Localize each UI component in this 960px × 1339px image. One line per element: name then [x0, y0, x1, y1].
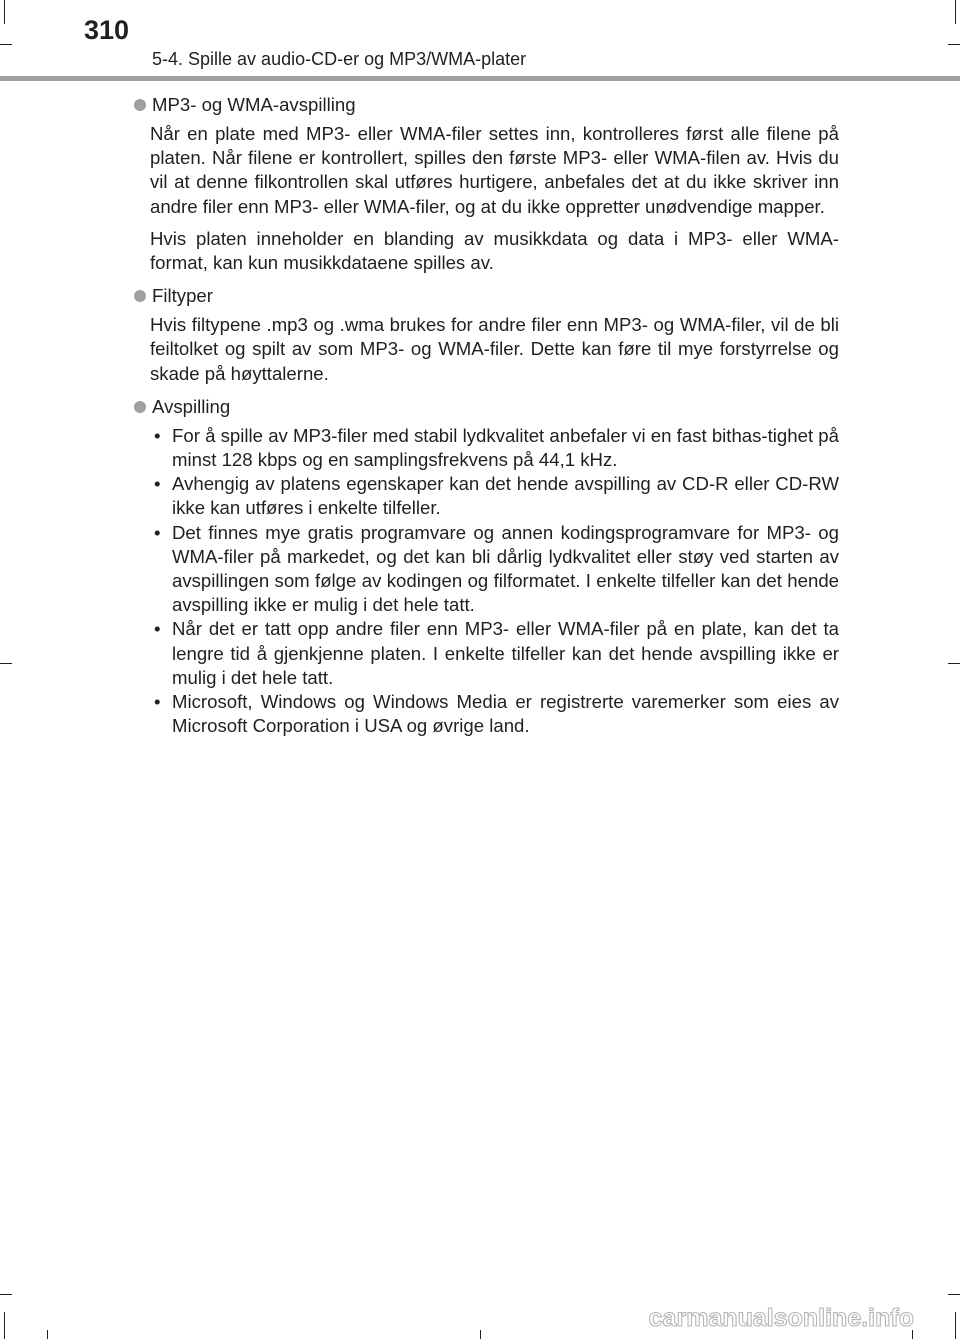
section-heading — [134, 394, 839, 420]
crop-mark — [4, 1312, 5, 1339]
crop-mark — [4, 0, 5, 24]
svg-text:carmanualsonline.info: carmanualsonline.info — [648, 1304, 914, 1332]
list-item — [150, 690, 839, 738]
section-title: MP3- og WMA-avspilling — [152, 93, 356, 115]
watermark-logo — [614, 1303, 914, 1333]
crop-mark — [948, 663, 960, 664]
list-item — [150, 521, 839, 618]
page-content — [134, 92, 839, 744]
crop-mark — [0, 1294, 12, 1295]
paragraph: Hvis filtypene .mp3 og .wma brukes for andre filer enn MP3- og WMA-filer, vil de bli feiltolket og spilt av som MP3- og WMA-filer. Dette kan føre til mye forstyrrelse og skade på høyttalerne. — [150, 314, 839, 384]
section-title: Filtyper — [152, 285, 213, 307]
section-file-types — [134, 283, 839, 386]
list-item-text: For å spille av MP3-filer med stabil lydkvalitet anbefaler vi en fast bithas-tighet på minst 128 kbps og en samplingsfrekvens på 44,1 kHz. — [172, 424, 839, 471]
crop-mark — [955, 1312, 956, 1339]
list-item — [150, 617, 839, 690]
crop-mark — [948, 1294, 960, 1295]
list-item-text: Avhengig av platens egenskaper kan det hende avspilling av CD-R eller CD-RW ikke kan utføres i enkelte tilfeller. — [172, 473, 839, 519]
crop-mark — [480, 1330, 481, 1339]
section-heading — [134, 283, 839, 309]
crop-mark — [0, 44, 12, 45]
bullet-circle-icon — [134, 99, 146, 111]
crop-mark — [948, 44, 960, 45]
section-playback — [134, 394, 839, 739]
bullet-list — [150, 424, 839, 739]
bullet-dot-icon: • — [154, 691, 161, 713]
bullet-dot-icon: • — [154, 473, 161, 495]
section-title: Avspilling — [152, 395, 231, 417]
section-heading — [134, 92, 839, 118]
bullet-circle-icon — [134, 401, 146, 413]
page-number: 310 — [84, 15, 130, 45]
list-item-text: Når det er tatt opp andre filer enn MP3- eller WMA-filer på en plate, kan det ta lengre tid å gjenkjenne platen. I enkelte tilfeller kan det hende avspilling ikke er mulig i det hele tatt. — [172, 618, 839, 688]
list-item — [150, 424, 839, 472]
bullet-dot-icon: • — [154, 424, 161, 446]
crop-mark — [955, 0, 956, 24]
list-item-text: Det finnes mye gratis programvare og annen kodingsprogramvare for MP3- og WMA-filer på markedet, og det kan bli dårlig lydkvalitet eller støy ved starten av avspillingen som følge av kodingen og filformatet. I enkelte tilfeller kan det hende avspilling ikke er mulig i det hele tatt. — [172, 521, 839, 616]
crop-mark — [0, 663, 12, 664]
bullet-circle-icon — [134, 290, 146, 302]
paragraph: Hvis platen inneholder en blanding av musikkdata og data i MP3- eller WMA-format, kan kun musikkdataene spilles av. — [150, 227, 839, 274]
list-item — [150, 472, 839, 520]
bullet-dot-icon: • — [154, 618, 161, 640]
bullet-dot-icon: • — [154, 521, 161, 543]
section-mp3-wma-playback — [134, 92, 839, 275]
paragraph: Når en plate med MP3- eller WMA-filer settes inn, kontrolleres først alle filene på platen. Når filene er kontrollert, spilles den første MP3- eller WMA-filen av. Hvis du vil at denne filkontrollen skal utføres hurtigere, anbefales det at du ikke skriver inn andre filer enn MP3- eller WMA-filer, og at du ikke oppretter unødvendige mapper. — [150, 123, 839, 217]
header-section-title: 5-4. Spille av audio-CD-er og MP3/WMA-plater — [152, 49, 527, 69]
list-item-text: Microsoft, Windows og Windows Media er registrerte varemerker som eies av Microsoft Corporation i USA og øvrige land. — [172, 691, 839, 737]
crop-mark — [47, 1330, 48, 1339]
header-rule — [0, 76, 960, 81]
